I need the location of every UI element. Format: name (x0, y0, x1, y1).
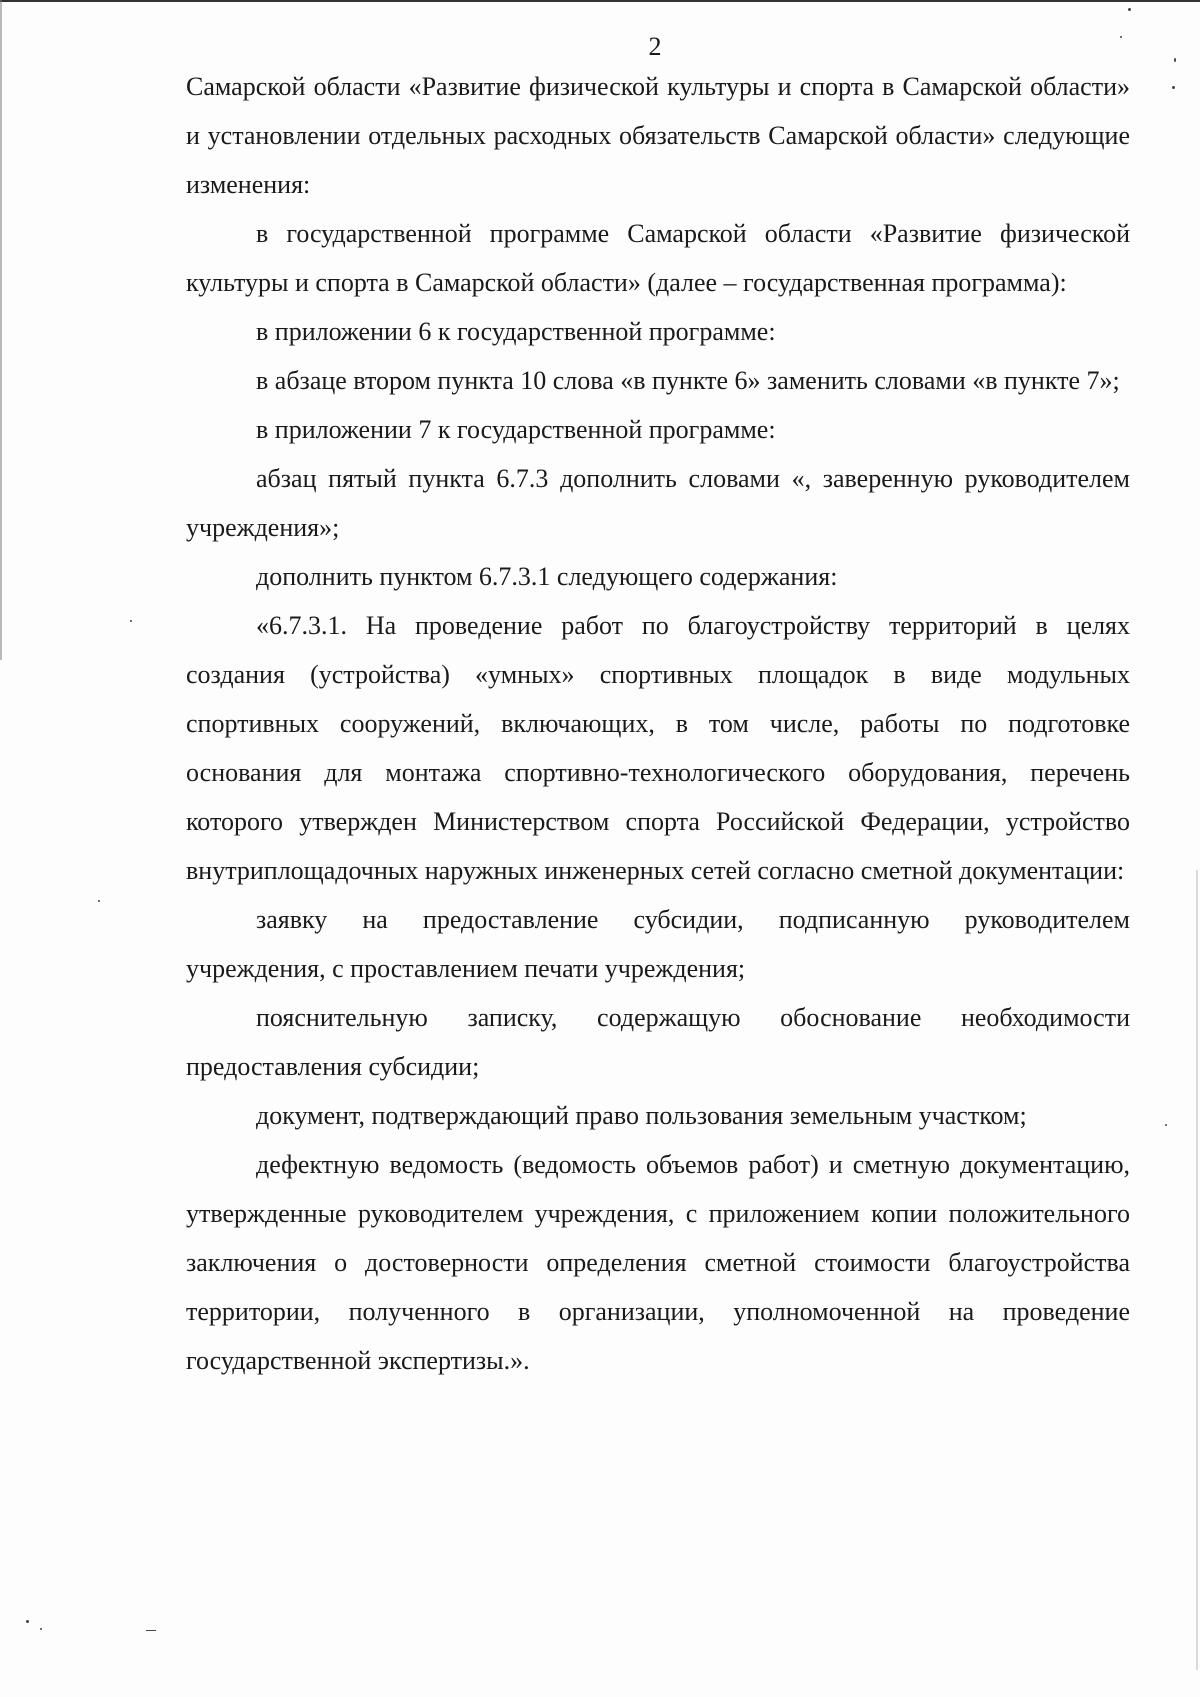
paragraph: в абзаце втором пункта 10 слова «в пункте 6» заменить словами «в пункте 7»; (256, 366, 1120, 395)
paragraph: «6.7.3.1. На проведение работ по благоустройству территорий в целях создания (устройства) «умных» спортивных площадок в виде модульных спортивных сооружений, включающих, в том числе, работы по подготовке основания для монтажа спортивно-технологического оборудования, перечень которого утвержден Министерством спорта Российской Федерации, устройство внутриплощадочных наружных инженерных сетей согласно сметной документации: (186, 611, 1130, 885)
paragraph: в государственной программе Самарской области «Развитие физической культуры и спорта в Самарской области» (далее – государственная программа): (186, 219, 1130, 297)
paragraph: абзац пятый пункта 6.7.3 дополнить словами «, заверенную руководителем учреждения»; (186, 464, 1130, 542)
scan-speck (1128, 8, 1131, 11)
scan-edge-top (0, 0, 1200, 2)
paragraph: в приложении 6 к государственной программе: (256, 317, 776, 346)
scan-speck (1165, 1124, 1167, 1126)
scan-speck (98, 900, 100, 902)
scan-edge-left (0, 0, 2, 660)
scan-speck (146, 1630, 156, 1631)
scan-speck (26, 1620, 29, 1623)
paragraph: дополнить пунктом 6.7.3.1 следующего содержания: (256, 562, 838, 591)
paragraph: пояснительную записку, содержащую обоснование необходимости предоставления субсидии; (186, 1003, 1130, 1081)
scan-edge-right (1196, 870, 1198, 1670)
scan-speck (40, 1628, 42, 1630)
paragraph: дефектную ведомость (ведомость объемов работ) и сметную документацию, утвержденные руководителем учреждения, с приложением копии положительного заключения о достоверности определения сметной стоимости благоустройства территории, полученного в организации, уполномоченной на проведение государственной экспертизы.». (186, 1150, 1130, 1375)
paragraph: заявку на предоставление субсидии, подписанную руководителем учреждения, с проставлением печати учреждения; (186, 905, 1130, 983)
scan-speck (130, 620, 132, 622)
document-body (186, 62, 1130, 1385)
paragraph: документ, подтверждающий право пользования земельным участком; (256, 1101, 1027, 1130)
scan-speck (1174, 58, 1176, 62)
paragraph: в приложении 7 к государственной программе: (256, 415, 776, 444)
page-number: 2 (648, 32, 662, 61)
scan-speck (1172, 86, 1175, 89)
paragraph: Самарской области «Развитие физической культуры и спорта в Самарской области» и установлении отдельных расходных обязательств Самарской области» следующие изменения: (186, 72, 1130, 199)
scan-speck (1120, 36, 1122, 38)
